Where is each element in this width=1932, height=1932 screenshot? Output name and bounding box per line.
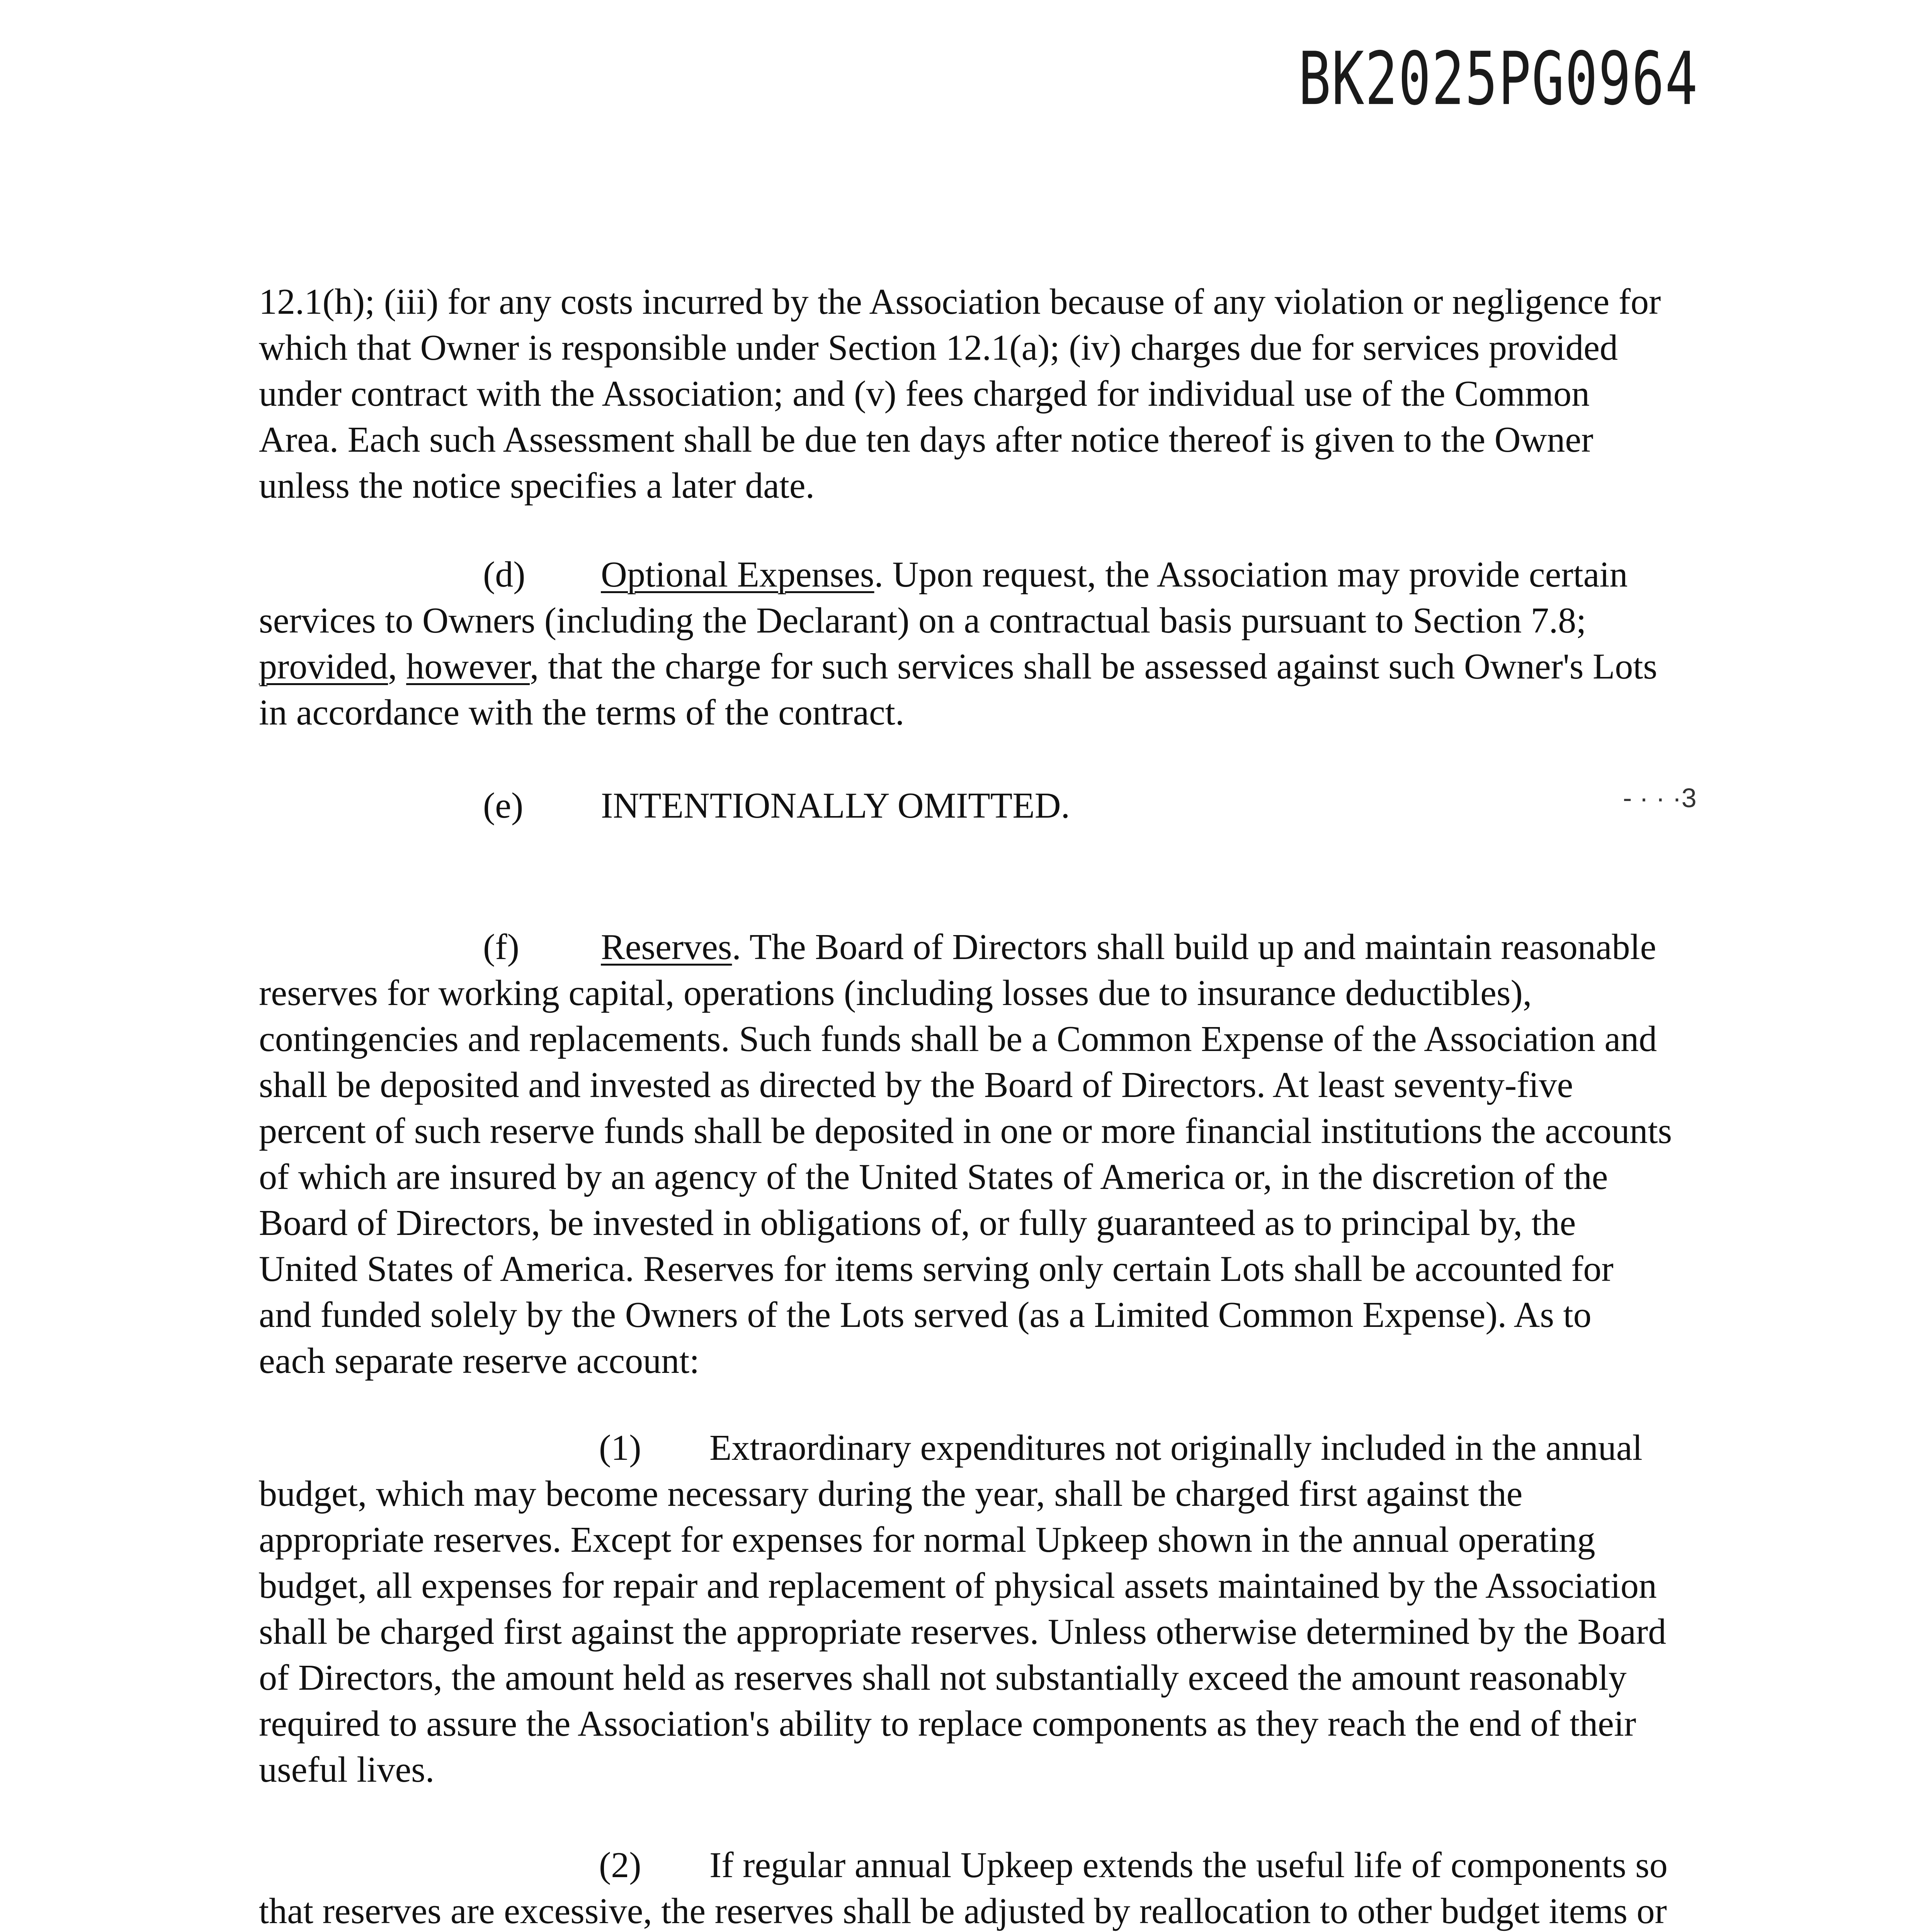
text-line: in accordance with the terms of the contract.	[259, 692, 905, 733]
text-run: Extraordinary expenditures not originally included in the annual	[709, 1428, 1643, 1468]
paragraph-continuation	[259, 279, 1766, 509]
text-line: appropriate reserves. Except for expenses for normal Upkeep shown in the annual operating	[259, 1520, 1595, 1560]
book-page-stamp: BK2025PG0964	[1298, 37, 1699, 122]
text-run: If regular annual Upkeep extends the useful life of components so	[709, 1845, 1668, 1885]
subparagraph-2	[259, 1842, 1766, 1932]
text-line: shall be deposited and invested as directed by the Board of Directors. At least seventy-five	[259, 1065, 1573, 1105]
paragraph-label: (2)	[599, 1845, 641, 1885]
text-run: . The Board of Directors shall build up and maintain reasonable	[732, 927, 1656, 967]
text-line: services to Owners (including the Declarant) on a contractual basis pursuant to Section 7.8;	[259, 600, 1587, 641]
scan-margin-marks: - · · ·3	[1623, 783, 1697, 813]
emphasis-provided: provided	[259, 646, 388, 687]
text-line: which that Owner is responsible under Section 12.1(a); (iv) charges due for services provided	[259, 328, 1618, 368]
text-line: that reserves are excessive, the reserves shall be adjusted by reallocation to other budget items or	[259, 1891, 1667, 1931]
text-line: reserves for working capital, operations (including losses due to insurance deductibles),	[259, 973, 1532, 1013]
subparagraph-1	[259, 1425, 1766, 1793]
paragraph-label: (1)	[599, 1428, 641, 1468]
paragraph-d-optional-expenses: (d) Optional Expenses. Upon request, the Association may provide certain services to Owners (including the Declarant) on a contractual basis pursuant to Section 7.8; provided, however, that the charge for such services shall be assessed against such Owner's Lots in accordance with the terms of the contract.	[259, 552, 1766, 736]
text-line: Board of Directors, be invested in obligations of, or fully guaranteed as to principal by, the	[259, 1203, 1576, 1243]
text-line: and funded solely by the Owners of the Lots served (as a Limited Common Expense). As to	[259, 1295, 1592, 1335]
text-line: budget, all expenses for repair and replacement of physical assets maintained by the Association	[259, 1566, 1657, 1606]
emphasis-however: however	[406, 646, 530, 687]
text-line: budget, which may become necessary during the year, shall be charged first against the	[259, 1474, 1523, 1514]
text-line: of Directors, the amount held as reserves shall not substantially exceed the amount reasonably	[259, 1658, 1627, 1698]
paragraph-label: (d)	[483, 554, 526, 595]
section-heading: Reserves	[601, 927, 732, 967]
text-line: Area. Each such Assessment shall be due ten days after notice thereof is given to the Owner	[259, 420, 1594, 460]
text-line: contingencies and replacements. Such funds shall be a Common Expense of the Association and	[259, 1019, 1657, 1059]
paragraph-label: (e)	[483, 786, 524, 826]
text-line: of which are insured by an agency of the United States of America or, in the discretion of the	[259, 1157, 1608, 1197]
text-run: , that the charge for such services shall be assessed against such Owner's Lots	[530, 646, 1657, 687]
text-line: under contract with the Association; and (v) fees charged for individual use of the Common	[259, 374, 1590, 414]
paragraph-label: (f)	[483, 927, 519, 967]
section-heading: Optional Expenses	[601, 554, 874, 595]
paragraph-e-omitted	[259, 783, 1766, 829]
text-line: each separate reserve account:	[259, 1341, 700, 1381]
text-run: . Upon request, the Association may provide certain	[874, 554, 1628, 595]
text-line: 12.1(h); (iii) for any costs incurred by the Association because of any violation or negligence for	[259, 282, 1661, 322]
text-line: unless the notice specifies a later date.	[259, 466, 815, 506]
paragraph-f-reserves	[259, 924, 1766, 1384]
text-line: shall be charged first against the appropriate reserves. Unless otherwise determined by the Board	[259, 1612, 1667, 1652]
text-line: required to assure the Association's ability to replace components as they reach the end of their	[259, 1704, 1636, 1744]
text-line: United States of America. Reserves for items serving only certain Lots shall be accounted for	[259, 1249, 1614, 1289]
omitted-text: INTENTIONALLY OMITTED.	[601, 786, 1070, 826]
text-line: useful lives.	[259, 1750, 435, 1790]
text-line: percent of such reserve funds shall be deposited in one or more financial institutions the accounts	[259, 1111, 1672, 1151]
